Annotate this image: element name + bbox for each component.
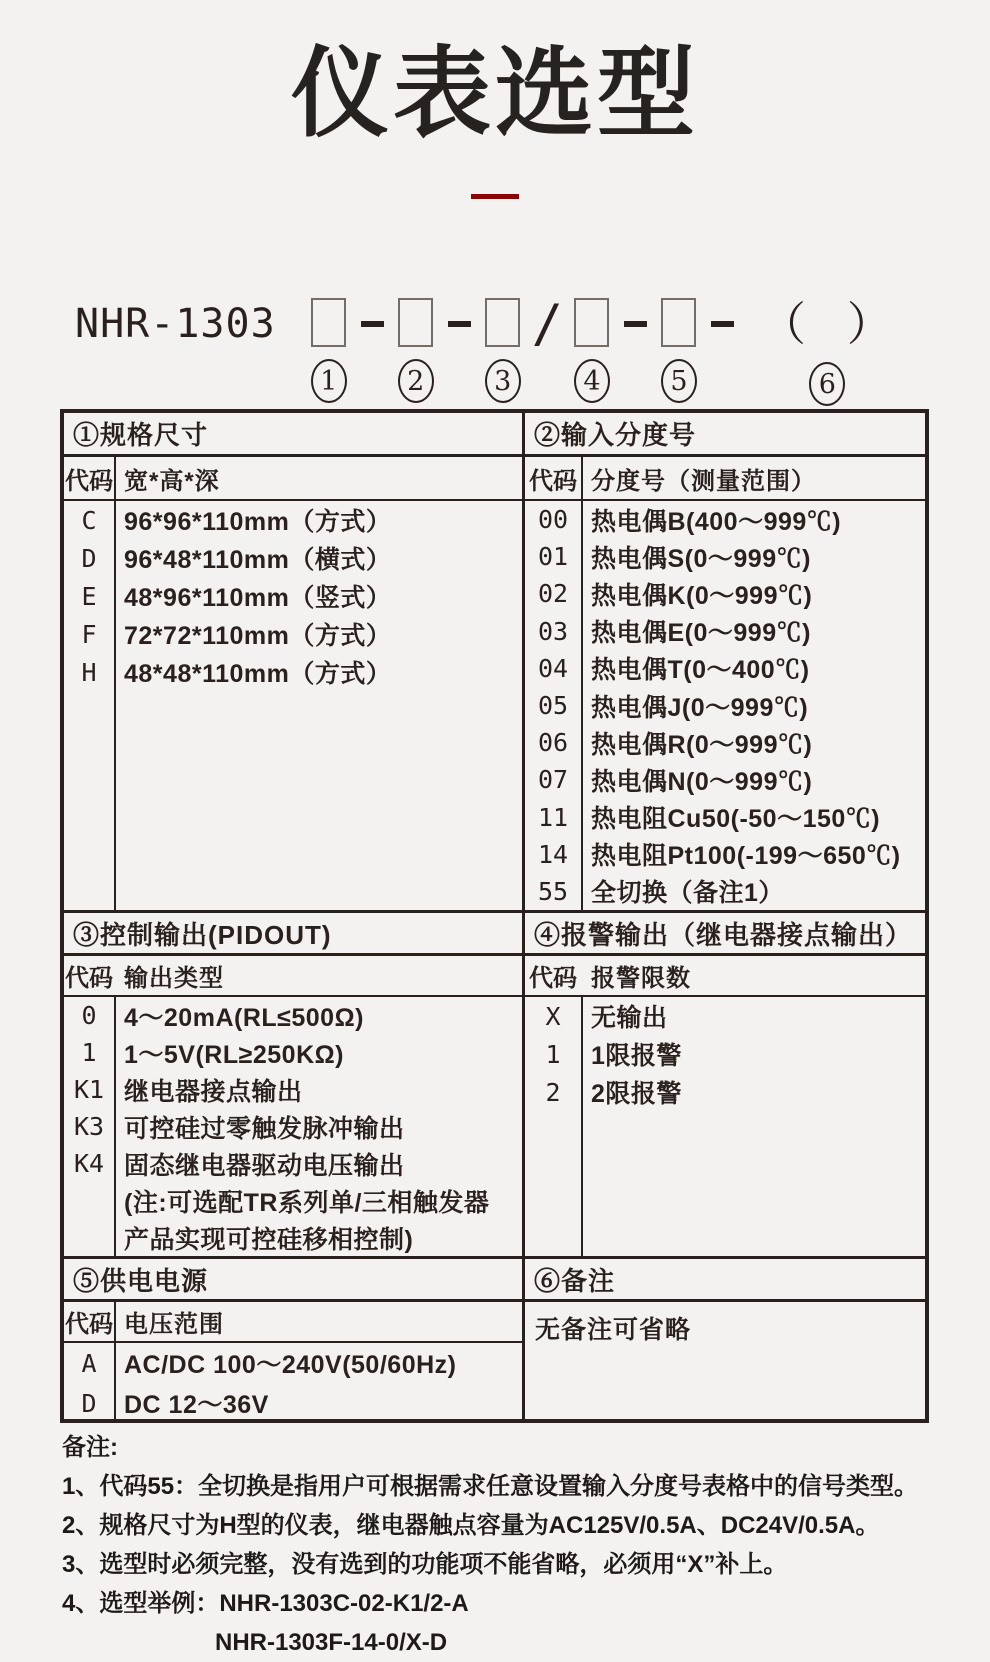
desc-cell: 1限报警 [591,1042,682,1070]
section-header-control-output: ③控制输出(PIDOUT) [64,910,522,956]
column-header-row-s4 [525,956,925,997]
desc-cell: 72*72*110mm（方式） [124,622,392,650]
code-cell: 2 [545,1077,561,1107]
section-header-remarks: ⑥备注 [525,1256,925,1302]
code-cell: X [545,1001,561,1031]
selection-table [60,409,929,1423]
code-cell: 07 [537,765,569,795]
desc-cell: 产品实现可控硅移相控制) [124,1225,414,1254]
desc-cell: 2限报警 [591,1080,682,1108]
model-code-line [75,294,914,406]
model-dash-icon [361,321,384,327]
desc-cell: 96*48*110mm（横式） [124,546,392,574]
table-row [525,799,925,836]
model-dash-icon [711,321,734,327]
model-box-1 [311,298,346,347]
desc-cell: 固态继电器驱动电压输出 [124,1151,405,1180]
model-prefix: NHR-1303 [75,301,276,347]
model-box-unit-3 [485,298,521,403]
table-row [64,539,522,577]
desc-column-header: 分度号（测量范围） [591,467,816,495]
table-row [525,687,925,724]
table-row [64,1182,522,1219]
column-divider [114,501,116,910]
desc-cell: 全切换（备注1） [591,879,784,908]
desc-cell: 1～5V(RL≥250KΩ) [124,1040,344,1069]
section-spec-size-rows [64,501,522,910]
code-cell: H [81,657,97,687]
desc-cell: 热电偶T(0～400℃) [591,656,810,685]
column-divider [581,501,583,910]
desc-cell: 4～20mA(RL≤500Ω) [124,1003,364,1032]
code-column-header: 代码 [65,1311,113,1338]
code-cell: K3 [73,1112,105,1141]
table-row [525,538,925,575]
code-cell: 01 [537,542,569,572]
model-box-unit-1 [311,298,347,403]
desc-cell: 热电偶E(0～999℃) [591,619,811,648]
desc-cell: 热电偶J(0～999℃) [591,693,809,722]
model-box-unit-4 [574,298,610,403]
note-line-2: 2、规格尺寸为H型的仪表，继电器触点容量为AC125V/0.5A、DC24V/0.5A。 [62,1512,880,1539]
desc-cell: 96*96*110mm（方式） [124,508,392,536]
section-header-spec-size: ①规格尺寸 [64,413,522,457]
model-slash: / [531,294,563,354]
table-row [64,1383,522,1419]
code-cell: D [81,543,97,573]
desc-cell: 可控硅过零触发脉冲输出 [124,1114,405,1143]
table-row [64,1145,522,1182]
section-header-power-supply: ⑤供电电源 [64,1256,522,1302]
column-header-row-s5 [64,1302,522,1343]
section-control-output-rows [64,997,522,1256]
table-left-column [64,413,525,1419]
desc-cell: 热电阻Cu50(-50～150℃) [591,805,881,834]
code-cell: D [81,1388,97,1418]
model-box-unit-5 [661,298,697,403]
desc-column-header: 宽*高*深 [124,467,220,495]
desc-cell: (注:可选配TR系列单/三相触发器 [124,1188,490,1217]
section-header-alarm-output: ④报警输出（继电器接点输出） [525,910,925,956]
code-cell: 0 [81,1001,97,1030]
note-line-4-example-2: NHR-1303F-14-0/X-D [215,1629,448,1656]
column-divider [114,997,116,1256]
table-row [64,1108,522,1145]
model-dash-icon [448,321,471,327]
table-row [64,1071,522,1108]
code-column-header: 代码 [529,467,577,495]
position-marker-1: 1 [311,359,347,403]
table-row [64,997,522,1034]
model-box-4 [574,298,609,347]
position-marker-4: 4 [574,359,610,403]
column-divider [581,457,583,499]
code-column-header: 代码 [529,965,577,992]
code-cell: K4 [73,1149,105,1178]
table-row [64,1034,522,1071]
code-cell: 55 [537,876,569,906]
table-row [525,1073,925,1111]
accent-divider [471,194,519,199]
column-header-row-s1 [64,457,522,501]
section-alarm-output-rows [525,997,925,1256]
desc-cell: 48*48*110mm（方式） [124,660,392,688]
desc-cell: DC 12～36V [124,1391,269,1419]
position-marker-3: 3 [485,359,521,403]
desc-cell: 48*96*110mm（竖式） [124,584,392,612]
column-divider [114,1343,116,1419]
code-cell: 1 [545,1039,561,1069]
table-row [525,724,925,761]
table-row [525,873,925,910]
column-divider [114,457,116,499]
note-line-4: 4、选型举例：NHR-1303C-02-K1/2-A [62,1590,469,1617]
model-box-3 [485,298,520,347]
desc-cell: 无输出 [591,1004,668,1032]
table-row [525,836,925,873]
code-cell: 03 [537,616,569,646]
code-cell: 00 [537,505,569,535]
footnotes-label: 备注: [62,1434,118,1461]
table-row [64,501,522,539]
code-cell: 1 [81,1038,97,1067]
desc-cell: 热电偶S(0～999℃) [591,544,811,573]
code-cell: F [81,619,97,649]
code-column-header: 代码 [65,965,113,992]
model-parentheses: （ ） [759,298,907,350]
desc-cell: AC/DC 100～240V(50/60Hz) [124,1351,457,1379]
table-row [525,997,925,1035]
table-row [64,615,522,653]
table-row [64,653,522,691]
note-line-1: 1、代码55：全切换是指用户可根据需求任意设置输入分度号表格中的信号类型。 [62,1473,919,1500]
code-cell: A [81,1348,97,1378]
code-column-header: 代码 [65,467,113,495]
desc-cell: 继电器接点输出 [124,1077,303,1106]
table-row [525,650,925,687]
model-box-2 [398,298,433,347]
table-row [64,577,522,615]
column-header-row-s2 [525,457,925,501]
model-dash-icon [624,321,647,327]
desc-column-header: 电压范围 [124,1311,224,1338]
column-divider [114,1302,116,1341]
code-cell: K1 [73,1075,105,1104]
remarks-content: 无备注可省略 [535,1316,692,1344]
desc-cell: 热电偶N(0～999℃) [591,767,813,796]
section-input-range-rows [525,501,925,910]
code-cell: 06 [537,728,569,758]
section-power-supply-rows [64,1343,522,1419]
page-title: 仪表选型 [290,38,699,148]
position-marker-6: 6 [809,362,845,406]
desc-cell: 热电偶B(400～999℃) [591,507,842,536]
desc-cell: 热电偶K(0～999℃) [591,581,813,610]
table-right-column [525,413,925,1419]
code-cell: C [81,505,97,535]
model-paren-unit [748,298,907,406]
model-box-unit-2 [398,298,434,403]
table-row [525,613,925,650]
column-header-row-s3 [64,956,522,997]
position-marker-5: 5 [661,359,697,403]
code-cell: 04 [537,653,569,683]
model-box-5 [661,298,696,347]
note-line-3: 3、选型时必须完整，没有选到的功能项不能省略，必须用“X”补上。 [62,1551,788,1578]
desc-column-header: 输出类型 [124,965,224,992]
table-row [525,501,925,538]
table-row [525,575,925,612]
code-cell: 11 [537,802,569,832]
table-row [525,1035,925,1073]
column-divider [581,997,583,1256]
desc-cell: 热电偶R(0～999℃) [591,730,813,759]
code-cell: 02 [537,579,569,609]
section-header-input-range: ②输入分度号 [525,413,925,457]
desc-column-header: 报警限数 [591,965,691,992]
position-marker-2: 2 [398,359,434,403]
table-row [525,761,925,798]
code-cell: 14 [537,839,569,869]
table-row [64,1219,522,1256]
table-row [64,1343,522,1383]
footnotes-block [62,1428,962,1662]
code-cell: 05 [537,691,569,721]
code-cell: E [81,581,97,611]
desc-cell: 热电阻Pt100(-199～650℃) [591,842,901,871]
